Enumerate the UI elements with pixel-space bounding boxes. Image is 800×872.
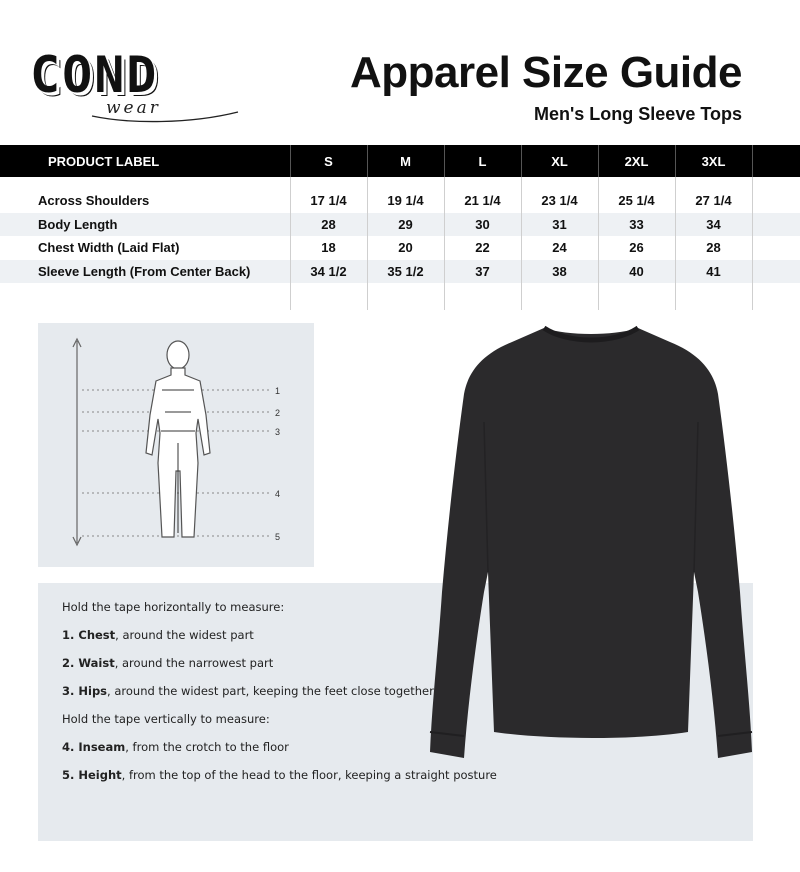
size-header-l: L <box>478 153 487 169</box>
table-cell: 18 <box>321 240 336 256</box>
marker-5: 5 <box>275 532 281 542</box>
table-cell: 28 <box>706 240 721 256</box>
horizontal-intro: Hold the tape horizontally to measure: <box>62 600 285 614</box>
marker-2: 2 <box>275 408 281 418</box>
table-cell: 33 <box>629 216 644 232</box>
instruction-text: , from the crotch to the floor <box>125 740 289 754</box>
table-row <box>0 260 800 284</box>
row-label: Body Length <box>38 216 118 232</box>
table-cell: 34 <box>706 216 721 232</box>
instruction-label: 3. Hips <box>62 684 108 698</box>
row-label: Across Shoulders <box>38 193 150 209</box>
table-cell: 19 1/4 <box>387 193 424 209</box>
table-cell: 23 1/4 <box>541 193 578 209</box>
table-cell: 34 1/2 <box>310 263 347 279</box>
instruction-label: 5. Height <box>62 768 122 782</box>
table-cell: 30 <box>475 216 490 232</box>
table-row <box>0 236 800 260</box>
table-cell: 22 <box>475 240 490 256</box>
body-figure-icon <box>38 323 314 567</box>
size-header-m: M <box>400 153 411 169</box>
logo-subtext: wear <box>106 98 161 118</box>
instruction-hips <box>62 684 434 698</box>
instruction-waist <box>62 656 273 670</box>
table-cell: 31 <box>552 216 567 232</box>
table-cell: 21 1/4 <box>464 193 501 209</box>
instruction-label: 1. Chest <box>62 628 116 642</box>
long-sleeve-shirt-image <box>418 322 764 762</box>
size-table <box>0 145 800 313</box>
table-cell: 41 <box>706 263 721 279</box>
table-cell: 38 <box>552 263 567 279</box>
size-header-s: S <box>324 153 333 169</box>
instruction-label: 2. Waist <box>62 656 115 670</box>
table-cell: 28 <box>321 216 336 232</box>
marker-4: 4 <box>275 489 281 499</box>
table-cell: 20 <box>398 240 413 256</box>
table-tail <box>0 283 800 313</box>
size-header-xl: XL <box>551 153 568 169</box>
instruction-label: 4. Inseam <box>62 740 126 754</box>
brand-logo <box>30 46 258 124</box>
instruction-text: , around the widest part <box>115 628 254 642</box>
page-subtitle: Men's Long Sleeve Tops <box>534 104 742 124</box>
table-cell: 17 1/4 <box>310 193 347 209</box>
instruction-text: , from the top of the head to the floor, keeping a straight posture <box>121 768 497 782</box>
row-label: Sleeve Length (From Center Back) <box>38 263 251 279</box>
size-header-2xl: 2XL <box>624 153 649 169</box>
table-cell: 27 1/4 <box>695 193 732 209</box>
marker-3: 3 <box>275 427 281 437</box>
table-cell: 40 <box>629 263 644 279</box>
logo-text: COND <box>30 46 159 104</box>
table-cell: 35 1/2 <box>387 263 424 279</box>
instruction-chest <box>62 628 254 642</box>
table-cell: 25 1/4 <box>618 193 655 209</box>
body-measurement-diagram <box>38 323 314 567</box>
instruction-inseam <box>62 740 289 754</box>
size-header-3xl: 3XL <box>701 153 726 169</box>
marker-1: 1 <box>275 386 281 396</box>
product-label-header: PRODUCT LABEL <box>48 153 160 169</box>
instruction-text: , around the widest part, keeping the feet close together <box>107 684 434 698</box>
instruction-text: , around the narrowest part <box>114 656 274 670</box>
instruction-height <box>62 768 497 782</box>
table-row <box>0 213 800 237</box>
table-cell: 26 <box>629 240 644 256</box>
table-cell: 24 <box>552 240 567 256</box>
table-row <box>0 189 800 213</box>
table-spacer <box>0 177 800 189</box>
vertical-intro: Hold the tape vertically to measure: <box>62 712 270 726</box>
page-title: Apparel Size Guide <box>350 48 742 97</box>
table-cell: 29 <box>398 216 413 232</box>
table-header <box>0 145 800 177</box>
table-cell: 37 <box>475 263 490 279</box>
row-label: Chest Width (Laid Flat) <box>38 240 180 256</box>
